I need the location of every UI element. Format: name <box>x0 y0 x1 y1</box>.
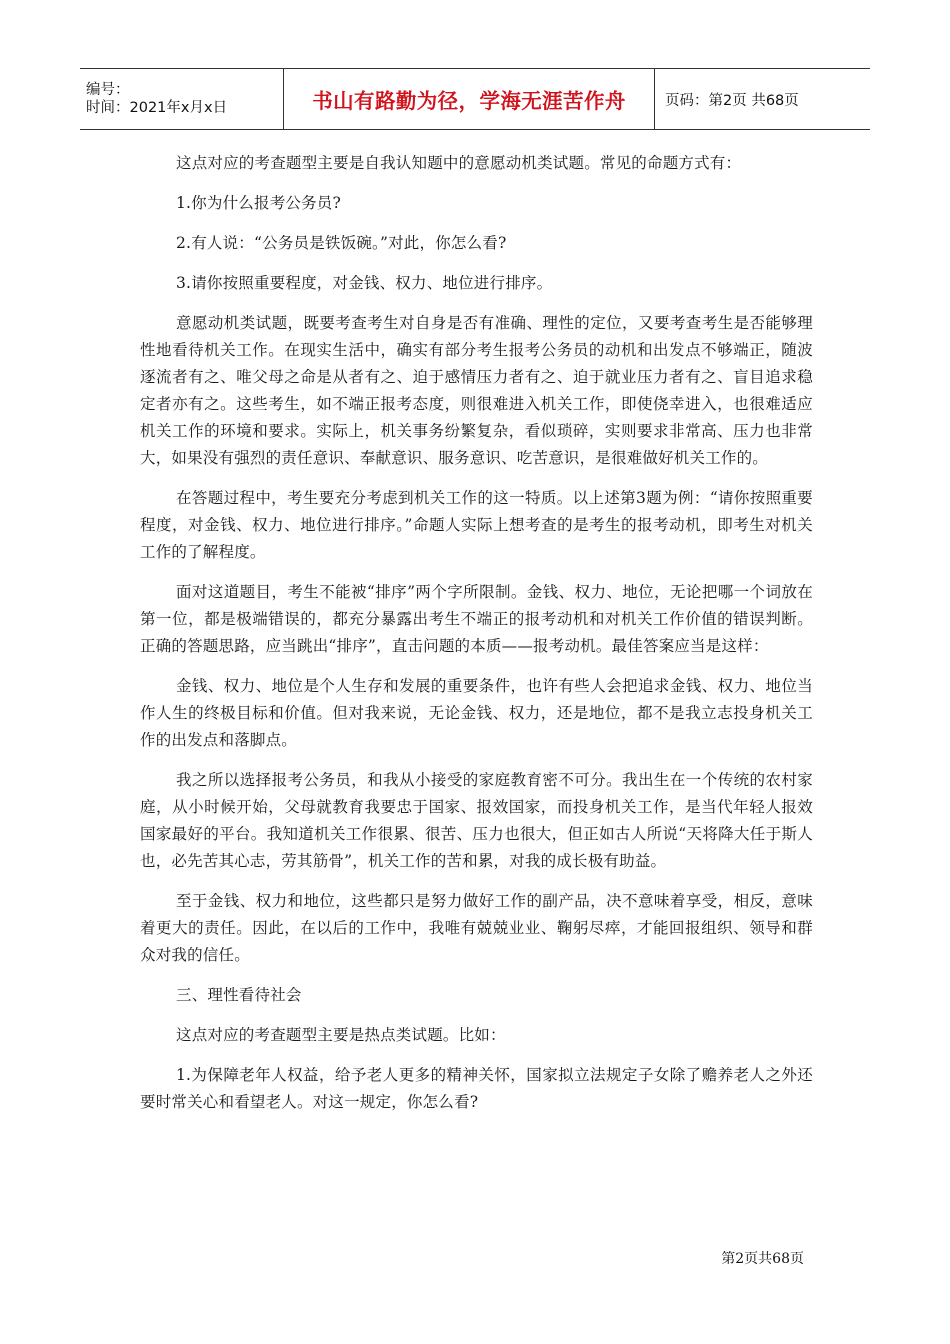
motto: 书山有路勤为径，学海无涯苦作舟 <box>312 89 626 113</box>
paragraph: 这点对应的考查题型主要是热点类试题。比如： <box>176 1026 506 1044</box>
paragraph: 这点对应的考查题型主要是自我认知题中的意愿动机类试题。常见的命题方式有： <box>176 154 742 172</box>
paragraph: 在答题过程中，考生要充分考虑到机关工作的这一特质。以上述第3题为例：“请你按照重要程度，对金钱、权力、地位进行排序。”命题人实际上想考查的是考生的报考动机，即考生对机关工作的了解程度。 <box>140 489 813 561</box>
document-body <box>140 150 813 1116</box>
section-heading: 三、理性看待社会 <box>176 986 302 1004</box>
page-footer: 第2页共68页 <box>721 1251 804 1267</box>
header-page-cell <box>655 69 870 129</box>
question-item: 2.有人说：“公务员是铁饭碗。”对此，你怎么看? <box>176 234 507 252</box>
answer-paragraph: 我之所以选择报考公务员，和我从小接受的家庭教育密不可分。我出生在一个传统的农村家庭，从小时候开始，父母就教育我要忠于国家、报效国家，而投身机关工作，是当代年轻人报效国家最好的平台。我知道机关工作很累、很苦、压力也很大，但正如古人所说“天将降大任于斯人也，必先苦其心志，劳其筋骨”，机关工作的苦和累，对我的成长极有助益。 <box>140 771 813 870</box>
header-meta <box>80 69 283 129</box>
question-item: 1.为保障老年人权益，给予老人更多的精神关怀，国家拟立法规定子女除了赡养老人之外还要时常关心和看望老人。对这一规定，你怎么看? <box>140 1066 813 1111</box>
question-item: 3.请你按照重要程度，对金钱、权力、地位进行排序。 <box>176 274 553 292</box>
serial-label: 编号： <box>86 82 130 98</box>
answer-paragraph: 至于金钱、权力和地位，这些都只是努力做好工作的副产品，决不意味着享受，相反，意味着更大的责任。因此，在以后的工作中，我唯有兢兢业业、鞠躬尽瘁，才能回报组织、领导和群众对我的信任。 <box>140 892 813 964</box>
header-motto-cell <box>283 69 655 129</box>
question-item: 1.你为什么报考公务员? <box>176 194 341 212</box>
answer-paragraph: 金钱、权力、地位是个人生存和发展的重要条件，也许有些人会把追求金钱、权力、地位当作人生的终极目标和价值。但对我来说，无论金钱、权力，还是地位，都不是我立志投身机关工作的出发点和落脚点。 <box>140 677 813 749</box>
page-code: 页码：第2页 共68页 <box>665 92 799 109</box>
paragraph: 意愿动机类试题，既要考查考生对自身是否有准确、理性的定位，又要考查考生是否能够理性地看待机关工作。在现实生活中，确实有部分考生报考公务员的动机和出发点不够端正，随波逐流者有之、唯父母之命是从者有之、迫于感情压力者有之、迫于就业压力者有之、盲目追求稳定者亦有之。这些考生，如不端正报考态度，则很难进入机关工作，即使侥幸进入，也很难适应机关工作的环境和要求。实际上，机关事务纷繁复杂，看似琐碎，实则要求非常高、压力也非常大，如果没有强烈的责任意识、奉献意识、服务意识、吃苦意识，是很难做好机关工作的。 <box>140 314 813 467</box>
date-label: 时间：2021年x月x日 <box>86 100 228 116</box>
page-header <box>80 68 870 130</box>
paragraph: 面对这道题目，考生不能被“排序”两个字所限制。金钱、权力、地位，无论把哪一个词放在第一位，都是极端错误的，都充分暴露出考生不端正的报考动机和对机关工作价值的错误判断。正确的答题思路，应当跳出“排序”，直击问题的本质——报考动机。最佳答案应当是这样： <box>140 583 813 655</box>
